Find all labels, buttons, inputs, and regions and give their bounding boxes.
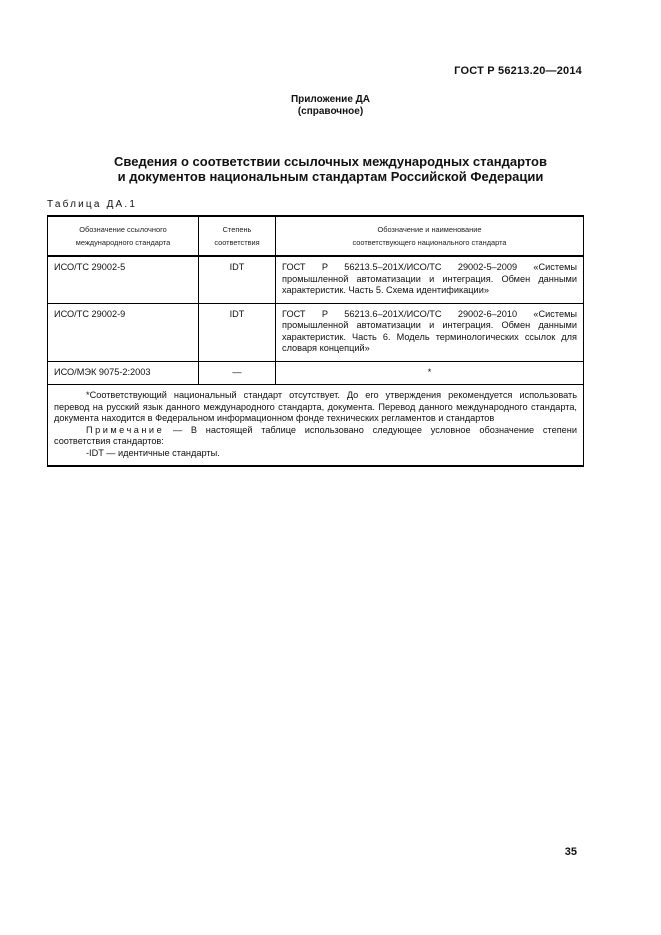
- section-title-line-2: и документов национальным стандартам Российской Федерации: [117, 169, 544, 184]
- cell-degree: IDT: [199, 303, 276, 361]
- header-intl-line-2: международного стандарта: [75, 238, 171, 247]
- cell-intl-standard: ИСО/ТС 29002-5: [48, 256, 199, 303]
- table-notes-row: [48, 385, 584, 467]
- header-intl-line-1: Обозначение ссылочного: [79, 225, 167, 234]
- appendix-heading: [0, 94, 661, 118]
- cell-national-standard: *: [276, 361, 584, 385]
- header-degree-line-2: соответствия: [214, 238, 260, 247]
- cell-national-standard: ГОСТ Р 56213.6–201Х/ИСО/ТС 29002-6–2010 «Системы промышленной автоматизации и интеграция. Обмен данными характеристик. Часть 6. Модель терминологических ссылок для словаря концепций»: [276, 303, 584, 361]
- appendix-title: Приложение ДА: [290, 94, 371, 105]
- table-footnote: *Соответствующий национальный стандарт отсутствует. До его утверждения рекомендуется использовать перевод на русский язык данного международного стандарта, документа. Перевод данного международного стандарта, документа находится в Федеральном информационном фонде технических регламентов и стандартов: [54, 390, 577, 423]
- header-national-line-1: Обозначение и наименование: [377, 225, 482, 234]
- section-title-line-1: Сведения о соответствии ссылочных международных стандартов: [114, 154, 547, 169]
- note-item: -IDT — идентичные стандарты.: [86, 447, 220, 458]
- standards-table: [47, 215, 584, 467]
- cell-degree: IDT: [199, 256, 276, 303]
- table-row: [48, 303, 584, 361]
- table-row: [48, 361, 584, 385]
- header-degree-line-1: Степень: [222, 225, 252, 234]
- note-text: — В настоящей таблице использовано следующее условное обозначение степени соответствия стандартов:: [54, 424, 577, 446]
- cell-degree: —: [199, 361, 276, 385]
- table-notes: [48, 385, 584, 467]
- table-header-row: [48, 216, 584, 256]
- page-number: 35: [564, 846, 577, 858]
- note-label: Примечание: [86, 424, 165, 435]
- appendix-subtitle: (справочное): [297, 106, 364, 117]
- section-title: [40, 154, 621, 184]
- table-note: [54, 425, 577, 448]
- table-caption: Таблица ДА.1: [47, 199, 138, 210]
- cell-intl-standard: ИСО/ТС 29002-9: [48, 303, 199, 361]
- header-degree: [199, 216, 276, 256]
- header-national-line-2: соответствующего национального стандарта: [352, 238, 507, 247]
- document-code: ГОСТ Р 56213.20—2014: [454, 65, 582, 77]
- table-row: [48, 256, 584, 303]
- cell-national-standard: ГОСТ Р 56213.5–201Х/ИСО/ТС 29002-5–2009 «Системы промышленной автоматизации и интеграция. Обмен данными характеристик. Часть 5. Схема идентификации»: [276, 256, 584, 303]
- cell-intl-standard: ИСО/МЭК 9075-2:2003: [48, 361, 199, 385]
- header-intl-standard: [48, 216, 199, 256]
- header-national-standard: [276, 216, 584, 256]
